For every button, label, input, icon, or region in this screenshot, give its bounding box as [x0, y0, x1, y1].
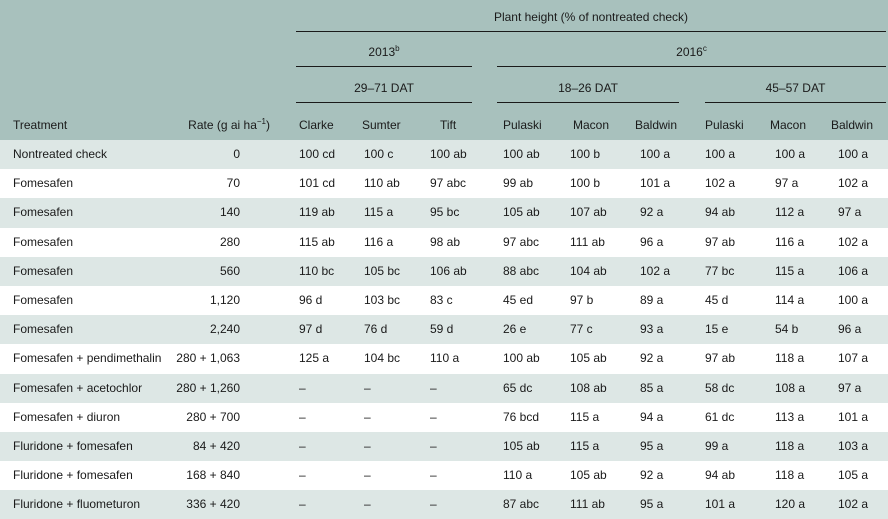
- baldwin-early-cell: 85 a: [640, 380, 664, 395]
- table-row: [0, 286, 888, 315]
- table-body: [0, 140, 888, 519]
- table-row: [0, 461, 888, 490]
- treatment-cell: Fomesafen: [13, 234, 74, 249]
- baldwin-early-cell: 96 a: [640, 234, 664, 249]
- pulaski-early-cell: 100 ab: [503, 147, 540, 161]
- baldwin-late-cell: 101 a: [838, 409, 869, 424]
- tift-cell: 106 ab: [430, 263, 467, 278]
- tift-cell: –: [430, 438, 437, 453]
- treatment-cell: Fomesafen + pendimethalin: [13, 351, 162, 366]
- year-2016-header: 2016$^c$: [676, 44, 707, 59]
- pulaski-early-cell: 105 ab: [503, 438, 540, 453]
- table-row: [0, 198, 888, 227]
- rate-cell: 168 + 840: [186, 468, 240, 483]
- treatment-cell: Fomesafen: [13, 322, 74, 337]
- col-header-macon-late: Macon: [770, 118, 807, 132]
- treatment-cell: Nontreated check: [13, 147, 108, 161]
- macon-late-cell: 118 a: [775, 438, 805, 453]
- pulaski-early-cell: 65 dc: [503, 380, 533, 395]
- baldwin-early-cell: 101 a: [640, 176, 671, 191]
- rate-cell: 280 + 1,063: [176, 351, 240, 366]
- macon-early-cell: 104 ab: [570, 263, 607, 278]
- rate-cell: 2,240: [209, 322, 240, 337]
- tift-cell: 83 c: [430, 292, 453, 307]
- clarke-cell: 100 cd: [299, 147, 336, 161]
- clarke-cell: 119 ab: [299, 205, 335, 220]
- macon-late-cell: 120 a: [775, 497, 806, 512]
- rule-dat-2016-late: [705, 102, 886, 103]
- baldwin-early-cell: 94 a: [640, 409, 664, 424]
- pulaski-early-cell: 100 ab: [503, 351, 540, 366]
- macon-late-cell: 100 a: [775, 147, 806, 161]
- clarke-cell: –: [299, 409, 306, 424]
- macon-early-cell: 77 c: [570, 322, 593, 337]
- baldwin-late-cell: 102 a: [838, 176, 869, 191]
- baldwin-early-cell: 92 a: [640, 468, 664, 483]
- sumter-cell: –: [364, 380, 371, 395]
- clarke-cell: 97 d: [299, 322, 323, 337]
- macon-late-cell: 112 a: [775, 205, 805, 220]
- sumter-cell: –: [364, 438, 371, 453]
- clarke-cell: –: [299, 380, 306, 395]
- macon-early-cell: 111 ab: [570, 497, 605, 512]
- dat-2013-header: 29–71 DAT: [354, 81, 414, 95]
- baldwin-early-cell: 92 a: [640, 351, 664, 366]
- pulaski-late-cell: 100 a: [705, 147, 736, 161]
- macon-early-cell: 107 ab: [570, 205, 607, 220]
- baldwin-early-cell: 95 a: [640, 497, 664, 512]
- tift-cell: 95 bc: [430, 205, 460, 220]
- col-header-rate: Rate (g ai $ha^{-1}$): [188, 117, 270, 132]
- pulaski-late-cell: 61 dc: [705, 409, 735, 424]
- macon-late-cell: 97 a: [775, 176, 799, 191]
- pulaski-early-cell: 76 bcd: [503, 409, 540, 424]
- macon-early-cell: 108 ab: [570, 380, 607, 395]
- sumter-cell: –: [364, 497, 371, 512]
- sumter-cell: 116 a: [364, 234, 394, 249]
- table-header: [0, 0, 888, 140]
- baldwin-early-cell: 100 a: [640, 147, 671, 161]
- rate-cell: 140: [219, 205, 240, 220]
- col-header-tift: Tift: [440, 118, 457, 132]
- pulaski-early-cell: 88 abc: [503, 263, 540, 278]
- macon-early-cell: 115 a: [570, 409, 600, 424]
- sumter-cell: 103 bc: [364, 292, 401, 307]
- pulaski-late-cell: 58 dc: [705, 380, 735, 395]
- col-header-baldwin-late: Baldwin: [831, 118, 874, 132]
- rate-cell: 280: [219, 234, 240, 249]
- baldwin-late-cell: 105 a: [838, 468, 869, 483]
- pulaski-late-cell: 102 a: [705, 176, 736, 191]
- pulaski-early-cell: 26 e: [503, 322, 527, 337]
- table-row: [0, 169, 888, 198]
- rate-cell: 84 + 420: [192, 438, 240, 453]
- macon-early-cell: 105 ab: [570, 351, 607, 366]
- pulaski-late-cell: 94 ab: [705, 205, 736, 220]
- table-row: [0, 344, 888, 373]
- tift-cell: –: [430, 468, 437, 483]
- pulaski-early-cell: 45 ed: [503, 292, 534, 307]
- tift-cell: 97 abc: [430, 176, 467, 191]
- pulaski-late-cell: 101 a: [705, 497, 736, 512]
- macon-late-cell: 115 a: [775, 263, 805, 278]
- macon-early-cell: 97 b: [570, 292, 594, 307]
- table-row: [0, 257, 888, 286]
- rule-dat-2013: [296, 102, 472, 103]
- sumter-cell: 100 c: [364, 147, 394, 161]
- header-rule-top: [296, 31, 886, 32]
- table-row: [0, 315, 888, 344]
- macon-late-cell: 118 a: [775, 468, 805, 483]
- tift-cell: –: [430, 380, 437, 395]
- rate-cell: 1,120: [209, 292, 240, 307]
- macon-early-cell: 115 a: [570, 438, 600, 453]
- tift-cell: –: [430, 409, 437, 424]
- rate-cell: 280 + 1,260: [176, 380, 240, 395]
- dat-2016-early-header: 18–26 DAT: [558, 81, 618, 95]
- rate-cell: 280 + 700: [186, 409, 240, 424]
- macon-early-cell: 111 ab: [570, 234, 605, 249]
- baldwin-late-cell: 100 a: [838, 292, 869, 307]
- rate-cell: 70: [226, 176, 240, 191]
- rule-2013: [296, 66, 472, 67]
- macon-late-cell: 114 a: [775, 292, 805, 307]
- treatment-cell: Fluridone + fluometuron: [13, 497, 141, 512]
- macon-early-cell: 105 ab: [570, 468, 607, 483]
- pulaski-early-cell: 99 ab: [503, 176, 534, 191]
- treatment-cell: Fluridone + fomesafen: [13, 468, 133, 483]
- treatment-cell: Fomesafen + diuron: [13, 409, 121, 424]
- baldwin-late-cell: 102 a: [838, 234, 869, 249]
- treatment-cell: Fluridone + fomesafen: [13, 438, 133, 453]
- col-header-macon-early: Macon: [573, 118, 610, 132]
- macon-late-cell: 116 a: [775, 234, 805, 249]
- plant-height-group-title: Plant height (% of nontreated check): [493, 10, 689, 24]
- baldwin-late-cell: 97 a: [838, 380, 862, 395]
- rate-cell: 0: [233, 147, 240, 161]
- pulaski-early-cell: 97 abc: [503, 234, 540, 249]
- clarke-cell: 115 ab: [299, 234, 335, 249]
- baldwin-early-cell: 95 a: [640, 438, 664, 453]
- sumter-cell: 104 bc: [364, 351, 401, 366]
- baldwin-early-cell: 92 a: [640, 205, 664, 220]
- macon-late-cell: 54 b: [775, 322, 799, 337]
- baldwin-early-cell: 102 a: [640, 263, 671, 278]
- clarke-cell: –: [299, 497, 306, 512]
- clarke-cell: 96 d: [299, 292, 323, 307]
- clarke-cell: 125 a: [299, 351, 330, 366]
- pulaski-late-cell: 15 e: [705, 322, 729, 337]
- pulaski-early-cell: 110 a: [503, 468, 533, 483]
- rule-dat-2016-early: [497, 102, 679, 103]
- footnote-c: c: [702, 44, 707, 53]
- baldwin-early-cell: 93 a: [640, 322, 664, 337]
- year-2013-header: 2013$^b$: [368, 44, 400, 59]
- table-row: [0, 374, 888, 403]
- sumter-cell: –: [364, 409, 371, 424]
- macon-early-cell: 100 b: [570, 147, 601, 161]
- clarke-cell: –: [299, 468, 306, 483]
- pulaski-late-cell: 97 ab: [705, 351, 736, 366]
- col-header-sumter: Sumter: [362, 118, 401, 132]
- treatment-cell: Fomesafen: [13, 176, 74, 191]
- col-header-baldwin-early: Baldwin: [635, 118, 678, 132]
- macon-early-cell: 100 b: [570, 176, 601, 191]
- baldwin-late-cell: 102 a: [838, 497, 869, 512]
- tift-cell: –: [430, 497, 437, 512]
- baldwin-late-cell: 97 a: [838, 205, 862, 220]
- macon-late-cell: 118 a: [775, 351, 805, 366]
- sumter-cell: 115 a: [364, 205, 394, 220]
- footnote-b: b: [395, 44, 400, 53]
- pulaski-early-cell: 87 abc: [503, 497, 540, 512]
- treatment-cell: Fomesafen: [13, 292, 74, 307]
- sumter-cell: –: [364, 468, 371, 483]
- rate-cell: 560: [219, 263, 240, 278]
- table-row: [0, 228, 888, 257]
- sumter-cell: 76 d: [364, 322, 388, 337]
- col-header-clarke: Clarke: [299, 118, 334, 132]
- clarke-cell: 110 bc: [299, 263, 335, 278]
- pulaski-late-cell: 97 ab: [705, 234, 736, 249]
- macon-late-cell: 108 a: [775, 380, 806, 395]
- rate-cell: 336 + 420: [186, 497, 240, 512]
- table-row: [0, 432, 888, 461]
- macon-late-cell: 113 a: [775, 409, 805, 424]
- treatment-cell: Fomesafen: [13, 205, 74, 220]
- pulaski-late-cell: 99 a: [705, 438, 729, 453]
- baldwin-late-cell: 107 a: [838, 351, 869, 366]
- col-header-pulaski-early: Pulaski: [503, 118, 542, 132]
- pulaski-early-cell: 105 ab: [503, 205, 540, 220]
- dat-2016-late-header: 45–57 DAT: [765, 81, 826, 95]
- sumter-cell: 105 bc: [364, 263, 401, 278]
- baldwin-late-cell: 100 a: [838, 147, 869, 161]
- tift-cell: 98 ab: [430, 234, 461, 249]
- tift-cell: 100 ab: [430, 147, 467, 161]
- pulaski-late-cell: 45 d: [705, 292, 729, 307]
- baldwin-late-cell: 106 a: [838, 263, 869, 278]
- rule-2016: [497, 66, 886, 67]
- clarke-cell: –: [299, 438, 306, 453]
- col-header-treatment: Treatment: [13, 118, 68, 132]
- pulaski-late-cell: 94 ab: [705, 468, 736, 483]
- tift-cell: 110 a: [430, 351, 460, 366]
- treatment-cell: Fomesafen: [13, 263, 74, 278]
- table-row: [0, 490, 888, 519]
- sumter-cell: 110 ab: [364, 176, 400, 191]
- table-row: [0, 403, 888, 432]
- baldwin-late-cell: 96 a: [838, 322, 862, 337]
- treatment-cell: Fomesafen + acetochlor: [13, 380, 143, 395]
- baldwin-early-cell: 89 a: [640, 292, 664, 307]
- col-header-pulaski-late: Pulaski: [705, 118, 744, 132]
- tift-cell: 59 d: [430, 322, 454, 337]
- clarke-cell: 101 cd: [299, 176, 336, 191]
- table-row: [0, 140, 888, 169]
- baldwin-late-cell: 103 a: [838, 438, 869, 453]
- pulaski-late-cell: 77 bc: [705, 263, 735, 278]
